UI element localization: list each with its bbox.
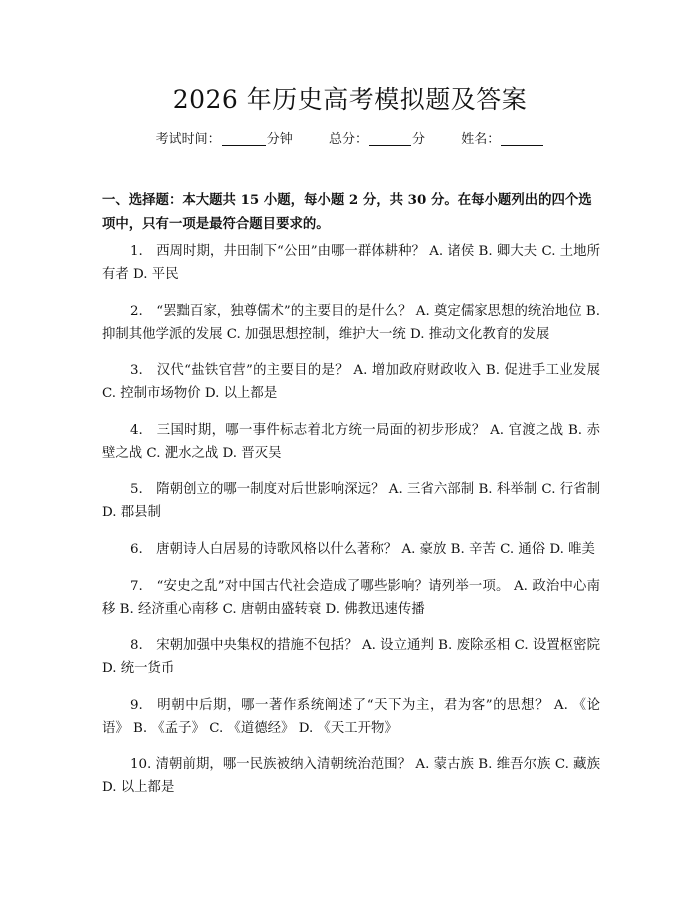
question-item: 6. 唐朝诗人白居易的诗歌风格以什么著称？ A. 豪放 B. 辛苦 C. 通俗 D. 唯美 <box>130 541 595 557</box>
question-item: 7. “安史之乱”对中国古代社会造成了哪些影响？请列举一项。 A. 政治中心南移 B. 经济重心南移 C. 唐朝由盛转衰 D. 佛教迅速传播 <box>102 578 600 617</box>
total-score-field <box>329 130 425 150</box>
exam-time-blank[interactable] <box>222 131 266 146</box>
question-item: 4. 三国时期，哪一事件标志着北方统一局面的初步形成？ A. 官渡之战 B. 赤壁之战 C. 淝水之战 D. 晋灭吴 <box>102 422 600 461</box>
page-title: 2026 年历史高考模拟题及答案 <box>172 85 528 114</box>
question-item: 5. 隋朝创立的哪一制度对后世影响深远？ A. 三省六部制 B. 科举制 C. 行省制 D. 郡县制 <box>102 482 600 521</box>
name-field <box>461 130 544 150</box>
section-heading: 一、选择题：本大题共 15 小题，每小题 2 分，共 30 分。在每小题列出的四个选项中，只有一项是最符合题目要求的。 <box>102 192 592 232</box>
question-list <box>102 240 600 813</box>
question-item: 8. 宋朝加强中央集权的措施不包括？ A. 设立通判 B. 废除丞相 C. 设置枢密院 D. 统一货币 <box>102 638 600 677</box>
exam-time-field <box>156 130 293 150</box>
total-score-blank[interactable] <box>369 131 411 146</box>
question-item: 9. 明朝中后期，哪一著作系统阐述了“天下为主，君为客”的思想？ A. 《论语》 B. 《孟子》 C. 《道德经》 D. 《天工开物》 <box>102 697 600 736</box>
question-item: 1. 西周时期，井田制下“公田”由哪一群体耕种？ A. 诸侯 B. 卿大夫 C. 土地所有者 D. 平民 <box>102 244 600 282</box>
total-score-label: 总分： <box>328 132 368 147</box>
exam-time-label: 考试时间： <box>155 132 221 147</box>
name-label: 姓名： <box>461 132 501 147</box>
question-item: 3. 汉代“盐铁官营”的主要目的是？ A. 增加政府财政收入 B. 促进手工业发展 C. 控制市场物价 D. 以上都是 <box>102 363 600 402</box>
question-item: 10. 清朝前期，哪一民族被纳入清朝统治范围？ A. 蒙古族 B. 维吾尔族 C. 藏族 D. 以上都是 <box>102 757 600 796</box>
question-item: 2. “罢黜百家，独尊儒术”的主要目的是什么？ A. 奠定儒家思想的统治地位 B. 抑制其他学派的发展 C. 加强思想控制，维护大一统 D. 推动文化教育的发展 <box>102 303 600 342</box>
name-blank[interactable] <box>501 131 543 146</box>
total-score-unit: 分 <box>412 132 426 147</box>
exam-info-line <box>0 130 700 150</box>
exam-time-unit: 分钟 <box>266 132 293 147</box>
